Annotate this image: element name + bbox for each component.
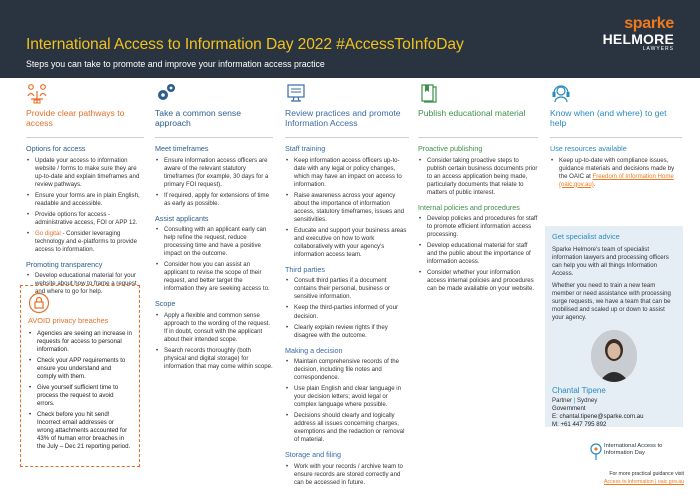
list-item: • Use plain English and clear language in your decision letters; avoid legal or complex language where possible. bbox=[285, 385, 409, 409]
list-item: • Keep information access officers up-to-date with any legal or policy changes, which may have an impact on access to information. bbox=[285, 157, 409, 189]
column-title: Take a common sense approach bbox=[155, 108, 241, 129]
column-get-help bbox=[550, 82, 682, 192]
list-item: • Agencies are seeing an increase in requests for access to personal information. bbox=[28, 330, 132, 354]
contact-practice: Government bbox=[552, 404, 586, 412]
column-title: Know when (and where) to get help bbox=[550, 108, 667, 129]
oaic-access-link[interactable]: Access to information | oaic.gov.au bbox=[604, 479, 684, 485]
list-item: • Provide options for access - administrative access, FOI or APP 12. bbox=[26, 211, 144, 227]
oaic-foi-link[interactable]: Freedom of Information Home (oaic.gov.au) bbox=[559, 172, 674, 188]
section-title-third-parties: Third parties bbox=[285, 264, 325, 274]
checklist-screen-icon bbox=[285, 82, 307, 104]
list-item: • Search records thoroughly (both physical and digital storage) for information that may come within scope. bbox=[155, 347, 273, 371]
column-publish-material bbox=[418, 82, 538, 296]
third-parties-list bbox=[285, 277, 409, 339]
go-digital-label: Go digital bbox=[35, 229, 61, 237]
advice-title: Get specialist advice bbox=[552, 232, 620, 241]
privacy-list bbox=[28, 330, 132, 451]
list-item: • Check before you hit send! Incorrect email addresses or wrong attachments accounted for 43% of human error breaches in the July – Dec 21 reporting period. bbox=[28, 411, 132, 451]
info-day-emblem-icon bbox=[590, 443, 602, 461]
list-item: • Consult third parties if a document contains their personal, business or sensitive information. bbox=[285, 277, 409, 301]
storage-list bbox=[285, 463, 409, 487]
book-icon bbox=[418, 82, 440, 104]
resources-text-end: . bbox=[593, 180, 596, 188]
decision-list bbox=[285, 358, 409, 444]
list-item: • Decisions should clearly and logically address all issues concerning charges, exemptions and the redaction or removal of material. bbox=[285, 412, 409, 444]
list-item: • Consider taking proactive steps to publish certain business documents prior to an access application being made, particularly documents that relate to matters of public interest. bbox=[418, 157, 538, 197]
list-item bbox=[550, 157, 682, 189]
section-title-meet-timeframes: Meet timeframes bbox=[155, 144, 209, 153]
list-item: • Work with your records / archive team to ensure records are stored correctly and can be accessed in future. bbox=[285, 463, 409, 487]
logo-word-lawyers: LAWYERS bbox=[642, 46, 674, 52]
section-title-staff-training: Staff training bbox=[285, 144, 326, 153]
assist-list bbox=[155, 226, 273, 293]
list-item: • Maintain comprehensive records of the decision, including file notes and correspondence. bbox=[285, 358, 409, 382]
person-portrait-icon bbox=[591, 330, 637, 382]
footer-note: For more practical guidance visit bbox=[609, 471, 684, 477]
list-item: • Consider whether your information access internal policies and procedures can be made available on your website. bbox=[418, 269, 538, 293]
column-clear-pathways bbox=[26, 82, 144, 299]
page-subtitle: Steps you can take to promote and improve your information access practice bbox=[26, 59, 325, 69]
section-title-internal-policies: Internal policies and procedures bbox=[418, 202, 520, 212]
privacy-breaches-box bbox=[20, 285, 140, 467]
list-item: • Raise awareness across your agency about the importance of information access, statutory timeframes, issues and sensitivities. bbox=[285, 192, 409, 224]
list-item: • Give yourself sufficient time to process the request to avoid errors. bbox=[28, 384, 132, 408]
options-list bbox=[26, 157, 144, 254]
section-title-making-a-decision: Making a decision bbox=[285, 345, 343, 355]
contact-title: Partner bbox=[552, 396, 572, 404]
specialist-advice-box bbox=[545, 226, 683, 427]
staff-training-list bbox=[285, 157, 409, 259]
list-item: • Check your APP requirements to ensure you understand and comply with them. bbox=[28, 357, 132, 381]
section-title-scope: Scope bbox=[155, 299, 176, 309]
list-item: • Ensure information access officers are aware of the relevant statutory timeframes (for example, 30 days for a primary FOI request). bbox=[155, 157, 273, 189]
info-day-logo-text: International Access to Information Day bbox=[604, 443, 663, 456]
privacy-lock-icon bbox=[28, 292, 50, 314]
logo-word-sparke: sparke bbox=[624, 15, 674, 32]
divider bbox=[418, 137, 538, 138]
list-item: • Develop educational material for your website about how to frame a request and where to go for help. bbox=[26, 272, 144, 296]
section-title-proactive-publishing: Proactive publishing bbox=[418, 144, 483, 153]
list-item: • Ensure your forms are in plain English, readable and accessible. bbox=[26, 192, 144, 208]
section-title-promoting-transparency: Promoting transparency bbox=[26, 259, 103, 269]
divider bbox=[550, 137, 682, 138]
resources-list bbox=[550, 157, 682, 189]
section-title-assist-applicants: Assist applicants bbox=[155, 213, 209, 223]
list-item: • If required, apply for extensions of time as early as possible. bbox=[155, 192, 273, 208]
go-digital-text: - Consider leveraging technology and e-platforms to provide access to information. bbox=[35, 229, 137, 253]
gears-icon bbox=[155, 82, 177, 104]
divider bbox=[155, 137, 273, 138]
contact-phone[interactable]: M: +61 447 795 892 bbox=[552, 420, 607, 428]
column-title: Provide clear pathways to access bbox=[26, 108, 125, 129]
logo-word-helmore: HELMORE bbox=[602, 31, 674, 47]
column-common-sense bbox=[155, 82, 273, 374]
column-title: Review practices and promote Information Access bbox=[285, 108, 401, 129]
section-title-storage-and-filing: Storage and filing bbox=[285, 450, 341, 460]
contact-city: Sydney bbox=[576, 396, 598, 404]
column-review-practices bbox=[285, 82, 409, 490]
contact-separator: | bbox=[571, 396, 577, 404]
header-banner bbox=[0, 0, 700, 78]
divider bbox=[26, 137, 144, 138]
timeframes-list bbox=[155, 157, 273, 208]
list-item: • Consulting with an applicant early can help refine the request, reduce processing time and have a positive impact on the outcome. bbox=[155, 226, 273, 258]
list-item: • Keep the third-parties informed of your decision. bbox=[285, 304, 409, 320]
list-item-go-digital bbox=[26, 230, 144, 254]
list-item: • Apply a flexible and common sense approach to the wording of the request. If in doubt, consult with the applicant about their intended scope. bbox=[155, 312, 273, 344]
people-pathways-icon bbox=[26, 82, 48, 104]
section-title-options-for-access: Options for access bbox=[26, 144, 86, 153]
policies-list bbox=[418, 215, 538, 293]
scope-list bbox=[155, 312, 273, 371]
divider bbox=[285, 137, 409, 138]
section-title-use-resources: Use resources available bbox=[550, 144, 627, 153]
list-item: • Consider how you can assist an applicant to revise the scope of their request, and better target the information they are seeking access to. bbox=[155, 261, 273, 293]
list-item: • Update your access to information website / forms to make sure they are up-to-date and explain timeframes and review pathways. bbox=[26, 157, 144, 189]
headset-help-icon bbox=[550, 82, 572, 104]
publishing-list bbox=[418, 157, 538, 197]
privacy-title: AVOID privacy breaches bbox=[28, 316, 109, 325]
sparke-helmore-logo bbox=[603, 16, 674, 52]
contact-email[interactable]: E: chantal.tipene@sparke.com.au bbox=[552, 412, 644, 420]
column-title: Publish educational material bbox=[418, 108, 526, 118]
contact-name: Chantal Tipene bbox=[552, 386, 606, 396]
list-item: • Develop educational material for staff and the public about the importance of information access. bbox=[418, 242, 538, 266]
page-title: International Access to Information Day 2022 #AccessToInfoDay bbox=[26, 36, 464, 53]
list-item: • Educate and support your business areas and executive on how to work collaboratively with your agency's information access team. bbox=[285, 227, 409, 259]
resources-text: Keep up-to-date with compliance issues, guidance materials and decisions made by the OAIC at bbox=[559, 156, 675, 180]
advice-paragraph: Whether you need to train a new team member or need assistance with processing surge requests, we have a team that can be mobilised and scaled up or down to assist your agency. bbox=[552, 281, 671, 322]
list-item: • Develop policies and procedures for staff to promote efficient information access processing. bbox=[418, 215, 538, 239]
contact-photo bbox=[591, 330, 637, 382]
advice-paragraph: Sparke Helmore's team of specialist information lawyers and processing officers can help you with all things Information Access. bbox=[552, 245, 669, 277]
list-item: • Clearly explain review rights if they disagree with the outcome. bbox=[285, 324, 409, 340]
contact-role bbox=[552, 397, 676, 405]
